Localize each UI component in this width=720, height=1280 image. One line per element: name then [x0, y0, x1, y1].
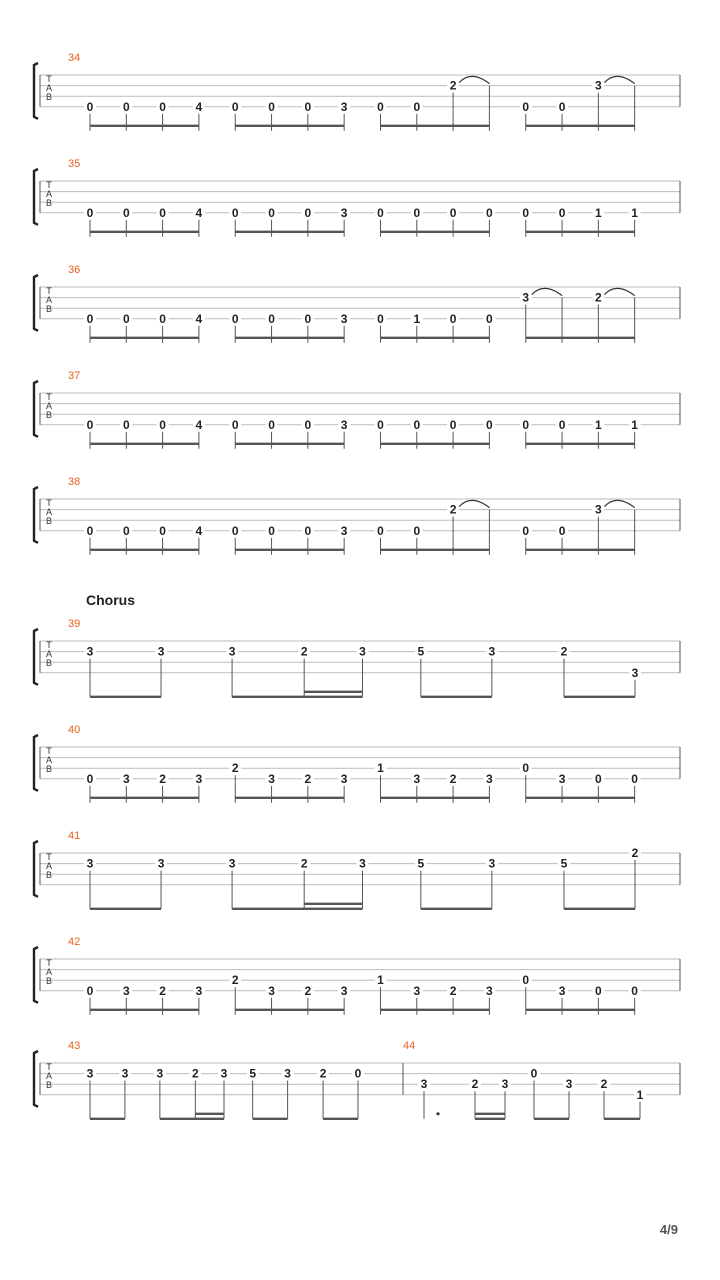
fret-number: 3 [228, 644, 236, 659]
fret-number: 0 [231, 99, 239, 114]
tie-arc [604, 76, 634, 83]
fret-number: 0 [86, 771, 94, 786]
measure [68, 476, 635, 555]
system-bracket [34, 381, 38, 437]
tab-system [34, 830, 680, 909]
fret-number: 2 [631, 846, 639, 860]
tab-clef-letter: T [46, 392, 52, 402]
system-bracket [34, 487, 38, 543]
system-bracket [34, 275, 38, 331]
fret-number: 0 [231, 205, 239, 220]
measure [68, 158, 641, 237]
fret-number: 0 [86, 417, 94, 432]
fret-number: 0 [304, 417, 312, 432]
fret-number: 3 [565, 1077, 573, 1092]
system-bracket [34, 169, 38, 225]
tab-clef-letter: A [45, 295, 53, 305]
section-label: Chorus [86, 592, 135, 608]
measure-number: 42 [68, 936, 81, 948]
fret-number: 3 [413, 771, 421, 786]
tab-system [34, 724, 680, 803]
fret-number: 0 [558, 523, 566, 538]
fret-number: 3 [86, 1066, 94, 1081]
fret-number: 3 [220, 1066, 228, 1081]
measure [68, 1040, 364, 1119]
fret-number: 1 [631, 205, 638, 220]
measure [68, 370, 641, 449]
fret-number: 3 [486, 983, 493, 998]
fret-number: 0 [268, 311, 275, 326]
measure [68, 830, 641, 909]
tab-clef-letter: T [46, 852, 52, 862]
fret-number: 0 [122, 99, 130, 114]
fret-number: 0 [159, 99, 166, 114]
tab-clef-letter: T [46, 286, 52, 296]
measure [68, 264, 635, 343]
fret-number: 3 [522, 290, 530, 305]
fret-number: 3 [122, 983, 130, 998]
tab-clef-letter: B [45, 198, 53, 208]
fret-number: 0 [522, 973, 530, 988]
measure-number: 39 [68, 618, 81, 630]
measure [68, 724, 641, 803]
fret-number: 0 [486, 205, 493, 220]
fret-number: 3 [340, 417, 348, 432]
fret-number: 2 [300, 644, 308, 659]
fret-number: 0 [558, 205, 566, 220]
fret-number: 3 [631, 665, 639, 680]
fret-number: 1 [377, 761, 384, 776]
tab-system [34, 476, 680, 555]
fret-number: 3 [340, 311, 348, 326]
measure-number: 36 [68, 264, 81, 276]
fret-number: 3 [488, 856, 496, 871]
tab-system [34, 264, 680, 343]
fret-number: 0 [268, 523, 275, 538]
rhythm-dot [436, 1112, 439, 1115]
fret-number: 2 [449, 78, 457, 93]
fret-number: 3 [340, 99, 348, 114]
system-bracket [34, 735, 38, 791]
system-bracket [34, 1051, 38, 1107]
fret-number: 3 [157, 856, 165, 871]
fret-number: 3 [284, 1066, 291, 1081]
tab-clef-letter: A [45, 83, 53, 93]
fret-number: 3 [86, 856, 94, 871]
fret-number: 0 [522, 99, 530, 114]
measure [68, 936, 641, 1015]
system-bracket [34, 947, 38, 1003]
tie-arc [532, 288, 562, 295]
fret-number: 5 [417, 856, 425, 871]
measure-number: 37 [68, 370, 81, 382]
fret-number: 0 [377, 205, 384, 220]
fret-number: 0 [304, 311, 312, 326]
fret-number: 0 [122, 417, 130, 432]
fret-number: 0 [595, 983, 602, 998]
fret-number: 0 [530, 1066, 538, 1081]
tab-clef-letter: T [46, 74, 52, 84]
fret-number: 0 [86, 99, 94, 114]
fret-number: 0 [159, 523, 166, 538]
fret-number: 3 [340, 771, 348, 786]
fret-number: 2 [191, 1066, 199, 1081]
fret-number: 2 [304, 771, 312, 786]
fret-number: 0 [304, 523, 312, 538]
fret-number: 3 [195, 771, 203, 786]
tie-arc [459, 500, 489, 507]
fret-number: 0 [377, 417, 384, 432]
tab-clef-letter: T [46, 1062, 52, 1072]
fret-number: 0 [486, 311, 493, 326]
tab-clef-letter: B [45, 516, 53, 526]
fret-number: 3 [340, 205, 348, 220]
tab-clef-letter: T [46, 498, 52, 508]
fret-number: 0 [413, 523, 421, 538]
fret-number: 2 [300, 856, 308, 871]
fret-number: 0 [122, 205, 130, 220]
tab-clef-letter: B [45, 410, 53, 420]
fret-number: 0 [122, 523, 130, 538]
fret-number: 0 [231, 523, 239, 538]
fret-number: 0 [522, 523, 530, 538]
system-bracket [34, 629, 38, 685]
measure-number: 35 [68, 158, 81, 170]
tab-systems [34, 52, 680, 1119]
fret-number: 1 [631, 417, 638, 432]
fret-number: 3 [157, 644, 165, 659]
tab-clef-letter: B [45, 976, 53, 986]
fret-number: 0 [413, 417, 421, 432]
fret-number: 0 [159, 205, 166, 220]
tie-arc [604, 288, 634, 295]
fret-number: 2 [560, 644, 568, 659]
fret-number: 1 [413, 311, 421, 326]
tab-clef-letter: B [45, 304, 53, 314]
fret-number: 0 [377, 523, 384, 538]
tab-system [34, 158, 680, 237]
tab-clef-letter: A [45, 189, 53, 199]
fret-number: 0 [558, 417, 566, 432]
tab-system [34, 1040, 680, 1119]
fret-number: 3 [340, 523, 348, 538]
fret-number: 3 [86, 644, 94, 659]
fret-number: 0 [159, 311, 166, 326]
tab-clef-letter: A [45, 861, 53, 871]
fret-number: 0 [522, 205, 530, 220]
tab-clef-letter: A [45, 967, 53, 977]
measure [68, 52, 635, 131]
fret-number: 2 [449, 502, 457, 517]
fret-number: 0 [631, 983, 638, 998]
tab-system [34, 936, 680, 1015]
fret-number: 5 [560, 856, 568, 871]
measure-number: 43 [68, 1040, 81, 1052]
fret-number: 3 [595, 78, 602, 93]
tab-clef-letter: B [45, 658, 53, 668]
fret-number: 2 [600, 1077, 608, 1092]
fret-number: 2 [231, 973, 239, 988]
tie-arc [459, 76, 489, 83]
fret-number: 0 [268, 99, 275, 114]
fret-number: 3 [413, 983, 421, 998]
tab-system [34, 370, 680, 449]
fret-number: 3 [501, 1077, 509, 1092]
fret-number: 0 [595, 771, 602, 786]
fret-number: 1 [377, 973, 384, 988]
fret-number: 0 [86, 205, 94, 220]
tab-clef-letter: A [45, 401, 53, 411]
fret-number: 0 [86, 311, 94, 326]
tab-clef-letter: T [46, 958, 52, 968]
fret-number: 2 [449, 771, 457, 786]
tab-system [34, 52, 680, 131]
fret-number: 2 [471, 1077, 479, 1092]
fret-number: 3 [121, 1066, 129, 1081]
fret-number: 0 [304, 99, 312, 114]
fret-number: 3 [558, 983, 566, 998]
fret-number: 0 [86, 523, 94, 538]
tab-clef-letter: T [46, 180, 52, 190]
fret-number: 0 [522, 417, 530, 432]
fret-number: 0 [304, 205, 312, 220]
fret-number: 0 [159, 417, 166, 432]
system-bracket [34, 841, 38, 897]
tab-clef-letter: T [46, 640, 52, 650]
fret-number: 0 [231, 311, 239, 326]
measure-number: 38 [68, 476, 81, 488]
measure-number: 41 [68, 830, 81, 842]
fret-number: 3 [488, 644, 496, 659]
fret-number: 3 [340, 983, 348, 998]
fret-number: 2 [159, 771, 166, 786]
measure-number: 34 [68, 52, 81, 64]
fret-number: 2 [231, 761, 239, 776]
tab-clef-letter: A [45, 507, 53, 517]
fret-number: 3 [122, 771, 130, 786]
fret-number: 0 [631, 771, 638, 786]
tab-clef-letter: A [45, 755, 53, 765]
measure-number: 40 [68, 724, 81, 736]
fret-number: 0 [413, 99, 421, 114]
fret-number: 3 [595, 502, 602, 517]
fret-number: 4 [195, 523, 203, 538]
measure [403, 1040, 646, 1119]
fret-number: 4 [195, 99, 203, 114]
fret-number: 2 [304, 983, 312, 998]
fret-number: 0 [413, 205, 421, 220]
fret-number: 4 [195, 311, 203, 326]
fret-number: 3 [268, 771, 275, 786]
fret-number: 3 [486, 771, 493, 786]
fret-number: 3 [195, 983, 203, 998]
fret-number: 0 [268, 417, 275, 432]
system-bracket [34, 63, 38, 119]
fret-number: 3 [268, 983, 275, 998]
tab-clef-letter: T [46, 746, 52, 756]
fret-number: 1 [595, 417, 602, 432]
fret-number: 0 [449, 311, 457, 326]
fret-number: 0 [86, 983, 94, 998]
fret-number: 0 [354, 1066, 362, 1081]
fret-number: 3 [420, 1077, 428, 1092]
fret-number: 0 [377, 311, 384, 326]
fret-number: 0 [122, 311, 130, 326]
fret-number: 0 [522, 761, 530, 776]
fret-number: 0 [377, 99, 384, 114]
tie-arc [604, 500, 634, 507]
fret-number: 0 [449, 417, 457, 432]
fret-number: 0 [231, 417, 239, 432]
fret-number: 0 [449, 205, 457, 220]
fret-number: 3 [359, 644, 366, 659]
fret-number: 0 [268, 205, 275, 220]
fret-number: 1 [595, 205, 602, 220]
page-number: 4/9 [659, 1222, 678, 1237]
fret-number: 5 [417, 644, 425, 659]
tab-clef-letter: B [45, 764, 53, 774]
measure [68, 618, 641, 697]
fret-number: 2 [319, 1066, 327, 1081]
fret-number: 0 [486, 417, 493, 432]
fret-number: 2 [595, 290, 602, 305]
fret-number: 4 [195, 417, 203, 432]
fret-number: 5 [249, 1066, 257, 1081]
tab-clef-letter: A [45, 1071, 53, 1081]
fret-number: 1 [636, 1087, 644, 1102]
measure-number: 44 [403, 1040, 416, 1052]
tab-clef-letter: B [45, 92, 53, 102]
fret-number: 3 [558, 771, 566, 786]
fret-number: 4 [195, 205, 203, 220]
tab-clef-letter: A [45, 649, 53, 659]
tab-clef-letter: B [45, 870, 53, 880]
tab-system [34, 592, 680, 697]
fret-number: 3 [359, 856, 366, 871]
fret-number: 0 [558, 99, 566, 114]
fret-number: 2 [159, 983, 166, 998]
fret-number: 2 [449, 983, 457, 998]
fret-number: 3 [156, 1066, 164, 1081]
fret-number: 3 [228, 856, 236, 871]
tab-clef-letter: B [45, 1080, 53, 1090]
